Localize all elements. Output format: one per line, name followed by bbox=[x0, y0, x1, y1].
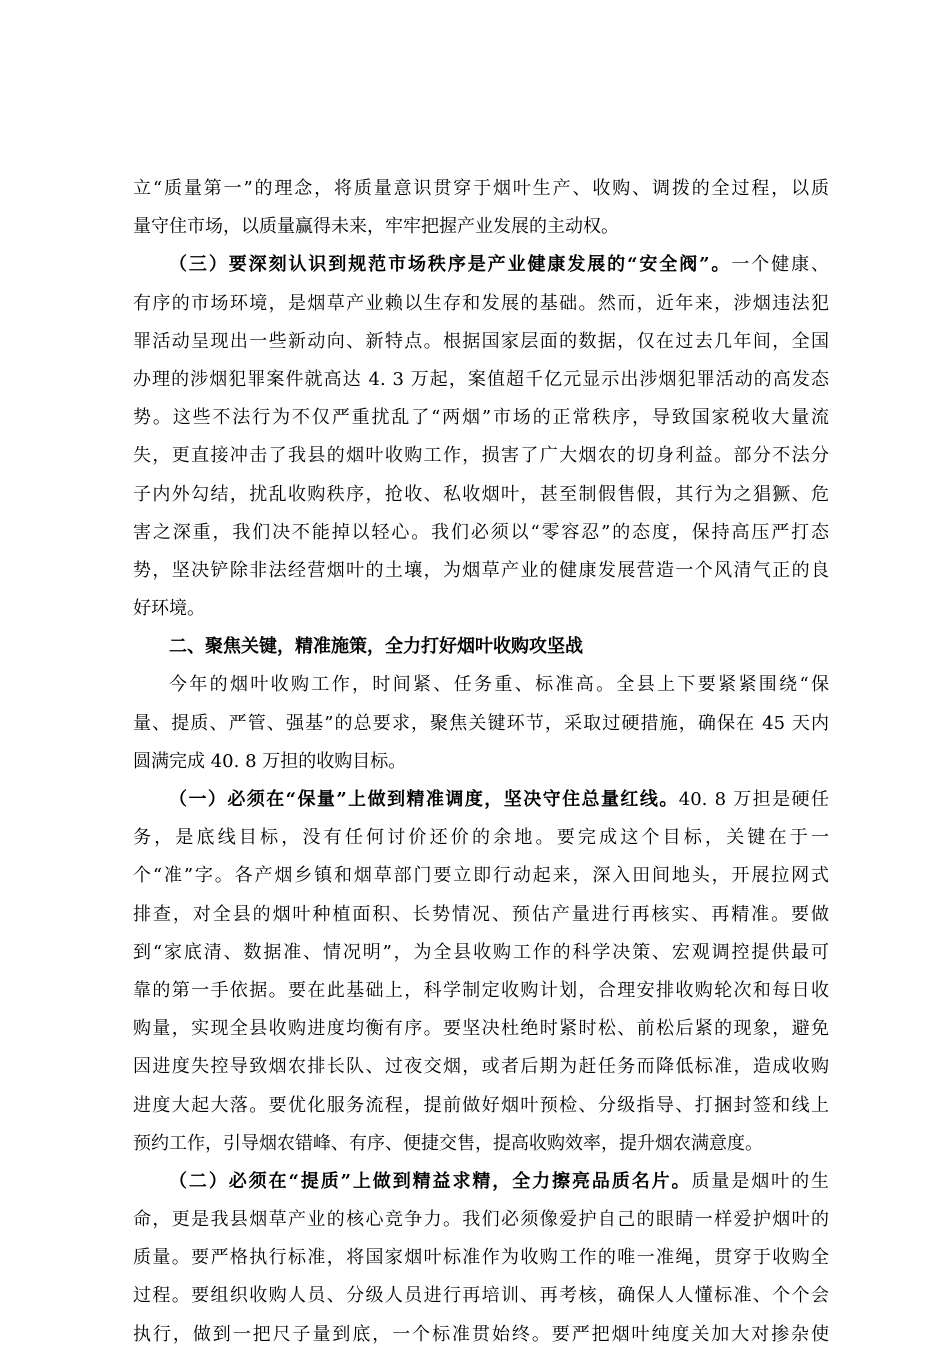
text-line: 进度大起大落。要优化服务流程，提前做好烟叶预检、分级指导、打捆封签和线上 bbox=[133, 1094, 829, 1116]
text-line: （二）必须在“提质”上做到精益求精，全力擦亮品质名片。质量是烟叶的生 bbox=[169, 1170, 829, 1192]
text-line: 立“质量第一”的理念，将质量意识贯穿于烟叶生产、收购、调拨的全过程，以质 bbox=[133, 178, 829, 199]
text-line: 今年的烟叶收购工作，时间紧、任务重、标准高。全县上下要紧紧围绕“保 bbox=[169, 674, 829, 696]
paragraph bbox=[133, 666, 829, 781]
paragraph-lead-heading: （三）要深刻认识到规范市场秩序是产业健康发展的“安全阀”。 bbox=[169, 254, 732, 276]
text-line: 排查，对全县的烟叶种植面积、长势情况、预估产量进行再核实、再精准。要做 bbox=[133, 903, 829, 925]
paragraph bbox=[133, 246, 829, 628]
section-heading bbox=[133, 628, 829, 666]
text-line: 圆满完成 40. 8 万担的收购目标。 bbox=[133, 750, 407, 772]
text-line: 量守住市场，以质量赢得未来，牢牢把握产业发展的主动权。 bbox=[133, 216, 619, 238]
paragraph bbox=[133, 781, 829, 1163]
text-line: 到“家底清、数据准、情况明”，为全县收购工作的科学决策、宏观调控提供最可 bbox=[133, 941, 829, 963]
paragraph-lead-heading: （一）必须在“保量”上做到精准调度，坚决守住总量红线。 bbox=[169, 789, 679, 810]
text-line: 办理的涉烟犯罪案件就高达 4. 3 万起，案值超千亿元显示出涉烟犯罪活动的高发态 bbox=[133, 368, 829, 390]
text-line: 害之深重，我们决不能掉以轻心。我们必须以“零容忍”的态度，保持高压严打态 bbox=[133, 521, 829, 543]
text-line: 有序的市场环境，是烟草产业赖以生存和发展的基础。然而，近年来，涉烟违法犯 bbox=[133, 292, 829, 314]
text-line: 失，更直接冲击了我县的烟叶收购工作，损害了广大烟农的切身利益。部分不法分 bbox=[133, 445, 829, 467]
paragraph-lead-heading: （二）必须在“提质”上做到精益求精，全力擦亮品质名片。 bbox=[169, 1170, 692, 1192]
text-line: 子内外勾结，扰乱收购秩序，抢收、私收烟叶，甚至制假售假，其行为之猖獗、危 bbox=[133, 483, 829, 505]
text-line: 预约工作，引导烟农错峰、有序、便捷交售，提高收购效率，提升烟农满意度。 bbox=[133, 1132, 763, 1154]
text-line: 购量，实现全县收购进度均衡有序。要坚决杜绝时紧时松、前松后紧的现象，避免 bbox=[133, 1018, 829, 1040]
text-line: 执行，做到一把尺子量到底，一个标准贯始终。要严把烟叶纯度关加大对掺杂使 bbox=[133, 1323, 829, 1345]
paragraph bbox=[133, 170, 829, 246]
text-line: 因进度失控导致烟农排长队、过夜交烟，或者后期为赶任务而降低标准，造成收购 bbox=[133, 1056, 829, 1078]
text-line: 势。这些不法行为不仅严重扰乱了“两烟”市场的正常秩序，导致国家税收大量流 bbox=[133, 407, 829, 429]
text-line: 罪活动呈现出一些新动向、新特点。根据国家层面的数据，仅在过去几年间，全国 bbox=[133, 330, 829, 352]
text-line: 质量。要严格执行标准，将国家烟叶标准作为收购工作的唯一准绳，贯穿于收购全 bbox=[133, 1247, 829, 1269]
text-line: 命，更是我县烟草产业的核心竞争力。我们必须像爱护自己的眼睛一样爱护烟叶的 bbox=[133, 1209, 829, 1231]
text-line: （三）要深刻认识到规范市场秩序是产业健康发展的“安全阀”。一个健康、 bbox=[169, 254, 829, 276]
text-line: 量、提质、严管、强基”的总要求，聚焦关键环节，采取过硬措施，确保在 45 天内 bbox=[133, 712, 829, 734]
document-page bbox=[133, 170, 829, 1354]
text-line: 二、聚焦关键，精准施策，全力打好烟叶收购攻坚战 bbox=[169, 636, 583, 658]
text-line: 个“准”字。各产烟乡镇和烟草部门要立即行动起来，深入田间地头，开展拉网式 bbox=[133, 865, 829, 887]
text-line: 势，坚决铲除非法经营烟叶的土壤，为烟草产业的健康发展营造一个风清气正的良 bbox=[133, 559, 829, 581]
text-line: 靠的第一手依据。要在此基础上，科学制定收购计划，合理安排收购轮次和每日收 bbox=[133, 979, 829, 1001]
text-line: （一）必须在“保量”上做到精准调度，坚决守住总量红线。40. 8 万担是硬任 bbox=[169, 789, 829, 810]
text-line: 过程。要组织收购人员、分级人员进行再培训、再考核，确保人人懂标准、个个会 bbox=[133, 1285, 829, 1307]
paragraph bbox=[133, 1163, 829, 1354]
text-line: 好环境。 bbox=[133, 598, 205, 620]
text-line: 务，是底线目标，没有任何讨价还价的余地。要完成这个目标，关键在于一 bbox=[133, 827, 829, 849]
